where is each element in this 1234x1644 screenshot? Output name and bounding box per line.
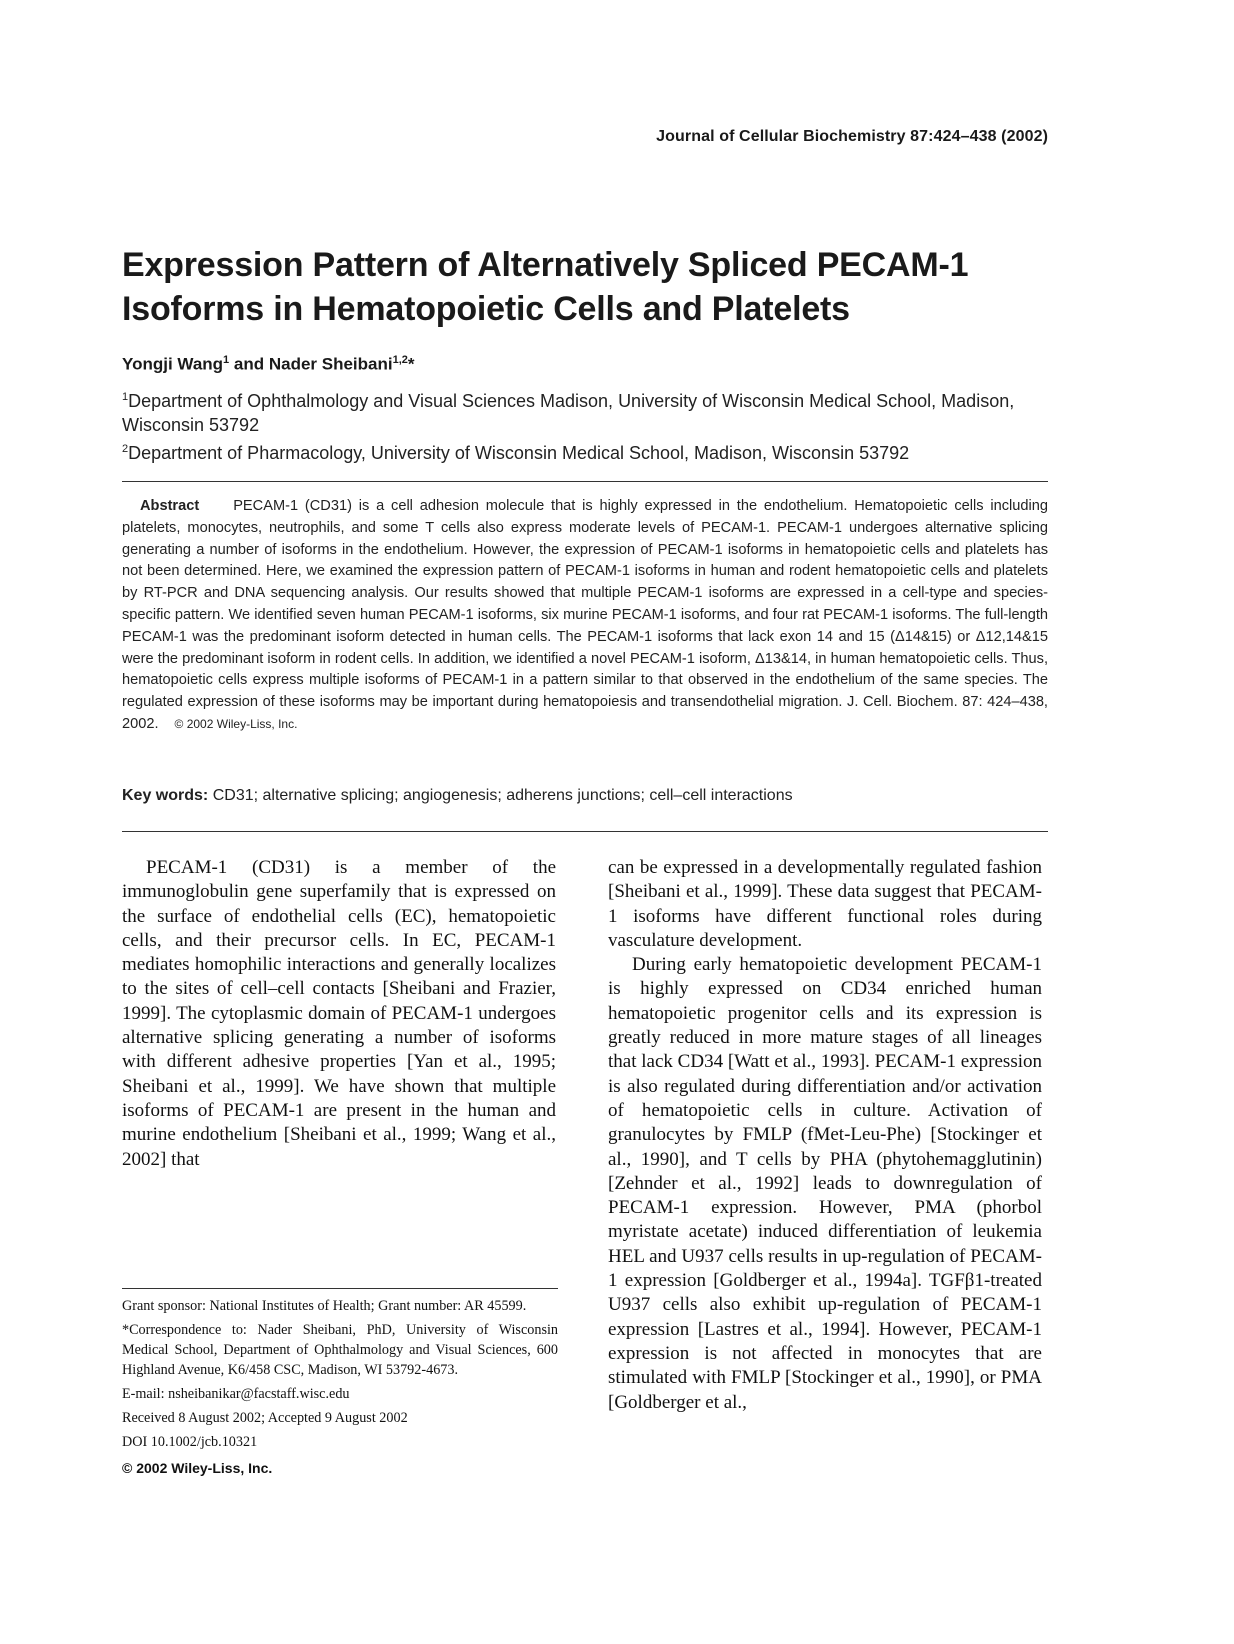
article-title: [122, 243, 1102, 331]
corresponding-mark: *: [407, 354, 415, 374]
received-footnote: Received 8 August 2002; Accepted 9 August 2002: [122, 1410, 408, 1426]
affiliation-number: 1: [122, 391, 129, 403]
affiliation-text: Department of Ophthalmology and Visual Sciences Madison, University of Wisconsin Medical School, Madison, Wisconsin 53792: [122, 391, 1015, 435]
body-column-right: [608, 856, 1042, 1415]
author-conjunction: and: [229, 354, 269, 374]
body-paragraph: During early hematopoietic development PECAM-1 is highly expressed on CD34 enriched human hematopoietic progenitor cells and its expression is greatly reduced in more mature stages of all lineages that lack CD34 [Watt et al., 1993]. PECAM-1 expression is also regulated during differentiation and/or activation of hematopoietic cells in culture. Activation of granulocytes by FMLP (fMet-Leu-Phe) [Stockinger et al., 1990], and T cells by PHA (phytohemagglutinin) [Zehnder et al., 1992] leads to downregulation of PECAM-1 expression. However, PMA (phorbol myristate acetate) induced differentiation of leukemia HEL and U937 cells results in up-regulation of PECAM-1 expression [Goldberger et al., 1994a]. TGFβ1-treated U937 cells also exhibit up-regulation of PECAM-1 expression [Lastres et al., 1994]. However, PECAM-1 expression is not affected in monocytes that are stimulated with FMLP [Stockinger et al., 1990], or PMA [Goldberger et al.,: [608, 954, 1042, 1413]
author-name: Yongji Wang: [122, 354, 224, 374]
divider-top: [122, 481, 1048, 482]
copyright-footnote: © 2002 Wiley-Liss, Inc.: [122, 1460, 273, 1476]
email-footnote: E-mail: nsheibanikar@facstaff.wisc.edu: [122, 1386, 350, 1402]
affiliation-number: 2: [122, 443, 129, 455]
footnote-divider: [122, 1288, 558, 1289]
correspondence-footnote: *Correspondence to: Nader Sheibani, PhD, University of Wisconsin Medical School, Department of Ophthalmology and Visual Sciences, 600 Highland Avenue, K6/458 CSC, Madison, WI 53792-4673.: [122, 1322, 558, 1378]
body-column-left: [122, 856, 556, 1172]
title-line-2: Isoforms in Hematopoietic Cells and Platelets: [122, 290, 850, 328]
doi-footnote: DOI 10.1002/jcb.10321: [122, 1434, 258, 1450]
abstract-label: Abstract: [140, 498, 200, 514]
affiliation-1: [122, 385, 1052, 437]
body-paragraph: PECAM-1 (CD31) is a member of the immunoglobulin gene superfamily that is expressed on the surface of endothelial cells (EC), hematopoietic cells, and their precursor cells. In EC, PECAM-1 mediates homophilic interactions and generally localizes to the sites of cell–cell contacts [Sheibani and Frazier, 1999]. The cytoplasmic domain of PECAM-1 undergoes alternative splicing generating a number of isoforms with different adhesive properties [Yan et al., 1995; Sheibani et al., 1999]. We have shown that multiple isoforms of PECAM-1 are present in the human and murine endothelium [Sheibani et al., 1999; Wang et al., 2002] that: [122, 857, 556, 1170]
affiliation-text: Department of Pharmacology, University of Wisconsin Medical School, Madison, Wisconsin 53792: [128, 443, 910, 463]
divider-bottom: [122, 831, 1048, 832]
author-list: [122, 354, 1082, 375]
affiliation-2: [122, 437, 1052, 465]
abstract-text: PECAM-1 (CD31) is a cell adhesion molecule that is highly expressed in the endothelium. Hematopoietic cells including platelets, monocytes, neutrophils, and some T cells also express moderate levels of PECAM-1. PECAM-1 undergoes alternative splicing generating a number of isoforms in the endothelium. However, the expression of PECAM-1 isoforms in hematopoietic cells and platelets has not been determined. Here, we examined the expression pattern of PECAM-1 isoforms in human and rodent hematopoietic cells and platelets by RT-PCR and DNA sequencing analysis. Our results showed that multiple PECAM-1 isoforms are expressed in a cell-type and species-specific pattern. We identified seven human PECAM-1 isoforms, six murine PECAM-1 isoforms, and four rat PECAM-1 isoforms. The full-length PECAM-1 was the predominant isoform detected in human cells. The PECAM-1 isoforms that lack exon 14 and 15 (Δ14&15) or Δ12,14&15 were the predominant isoform in rodent cells. In addition, we identified a novel PECAM-1 isoform, Δ13&14, in human hematopoietic cells. Thus, hematopoietic cells express multiple isoforms of PECAM-1 in a pattern similar to that observed in the endothelium of the same species. The regulated expression of these isoforms may be important during hematopoiesis and transendothelial migration. J. Cell. Biochem. 87: 424–438, 2002.: [122, 498, 1048, 732]
author-affiliation-mark: 1,2: [392, 354, 408, 366]
keywords-label: Key words:: [122, 787, 209, 804]
keywords: [122, 787, 1048, 805]
title-line-1: Expression Pattern of Alternatively Spliced PECAM-1: [122, 246, 969, 284]
body-paragraph: can be expressed in a developmentally regulated fashion [Sheibani et al., 1999]. These data suggest that PECAM-1 isoforms have different functional roles during vasculature development.: [608, 857, 1042, 951]
author-affiliation-mark: 1: [223, 354, 230, 366]
footnotes: [122, 1296, 558, 1482]
affiliations: [122, 385, 1052, 465]
grant-footnote: Grant sponsor: National Institutes of Health; Grant number: AR 45599.: [122, 1298, 527, 1314]
abstract: [122, 496, 1048, 736]
keywords-text: CD31; alternative splicing; angiogenesis; adherens junctions; cell–cell interactions: [212, 787, 793, 804]
author-name: Nader Sheibani: [268, 354, 393, 374]
journal-citation: Journal of Cellular Biochemistry 87:424–438 (2002): [656, 128, 1048, 145]
abstract-copyright: © 2002 Wiley-Liss, Inc.: [174, 716, 298, 731]
